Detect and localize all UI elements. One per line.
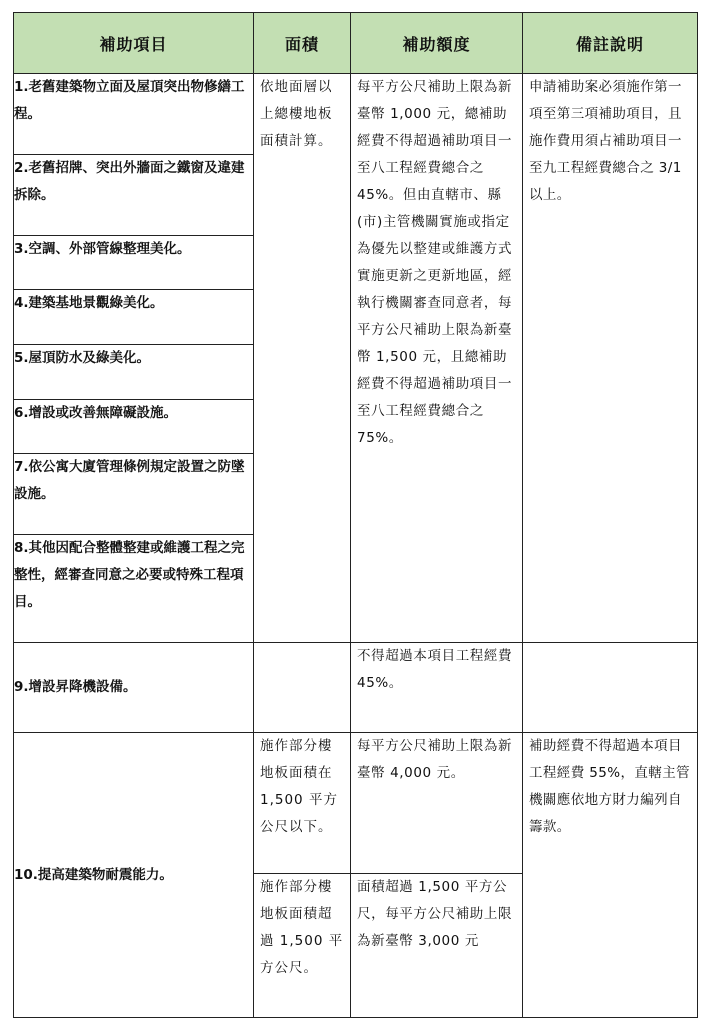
item-5: 5.屋頂防水及綠美化。 [14,345,254,400]
group2-amount-cell [351,643,523,733]
group2-note-cell [523,643,698,733]
group2-amount: 不得超過本項目工程經費 45%。 [357,648,513,691]
table-row [14,74,698,155]
group3-amount-cell-2 [351,874,523,1018]
item-4: 4.建築基地景觀綠美化。 [14,290,254,345]
item-6: 6.增設或改善無障礙設施。 [14,400,254,454]
group3-area-cell-1 [254,733,351,874]
item-10: 10.提高建築物耐震能力。 [14,733,254,1018]
group1-amount: 每平方公尺補助上限為新臺幣 1,000 元，總補助經費不得超過補助項目一至八工程經費總合之 45%。但由直轄市、縣(市)主管機關實施或指定為優先以整建或維護方式實施更新之更新地區，經執行機關審查同意者，每平方公尺補助上限為新臺幣 1,500 元，且總補助經費不得超過補助項目一至八工程經費總合之 75%。 [357,79,513,446]
header-area: 面積 [254,13,351,74]
group1-area-cell [254,74,351,643]
header-row [14,13,698,74]
table-row [14,733,698,874]
item-8: 8.其他因配合整體整建或維護工程之完整性，經審查同意之必要或特殊工程項目。 [14,535,254,643]
table-row [14,643,698,733]
group3-note: 補助經費不得超過本項目工程經費 55%，直轄主管機關應依地方財力編列自籌款。 [529,738,690,835]
subsidy-table [13,12,698,1018]
header-amount: 補助額度 [351,13,523,74]
group3-area-1: 施作部分樓地板面積在 1,500 平方公尺以下。 [260,738,338,835]
item-7: 7.依公寓大廈管理條例規定設置之防墜設施。 [14,454,254,535]
header-note: 備註說明 [523,13,698,74]
item-1: 1.老舊建築物立面及屋頂突出物修繕工程。 [14,74,254,155]
group1-amount-cell [351,74,523,643]
item-3: 3.空調、外部管線整理美化。 [14,236,254,290]
group3-amount-cell-1 [351,733,523,874]
group1-area: 依地面層以上總樓地板面積計算。 [260,79,333,149]
group3-amount-2: 面積超過 1,500 平方公尺，每平方公尺補助上限為新臺幣 3,000 元 [357,879,513,949]
group3-amount-1: 每平方公尺補助上限為新臺幣 4,000 元。 [357,738,513,781]
item-9: 9.增設昇降機設備。 [14,643,254,733]
group1-note: 申請補助案必須施作第一項至第三項補助項目，且施作費用須占補助項目一至九工程經費總合之 3/1 以上。 [529,79,682,203]
group2-area-cell [254,643,351,733]
group1-note-cell [523,74,698,643]
header-item: 補助項目 [14,13,254,74]
group3-note-cell [523,733,698,1018]
group3-area-cell-2 [254,874,351,1018]
item-2: 2.老舊招牌、突出外牆面之鐵窗及違建拆除。 [14,155,254,236]
group3-area-2: 施作部分樓地板面積超過 1,500 平方公尺。 [260,879,344,976]
